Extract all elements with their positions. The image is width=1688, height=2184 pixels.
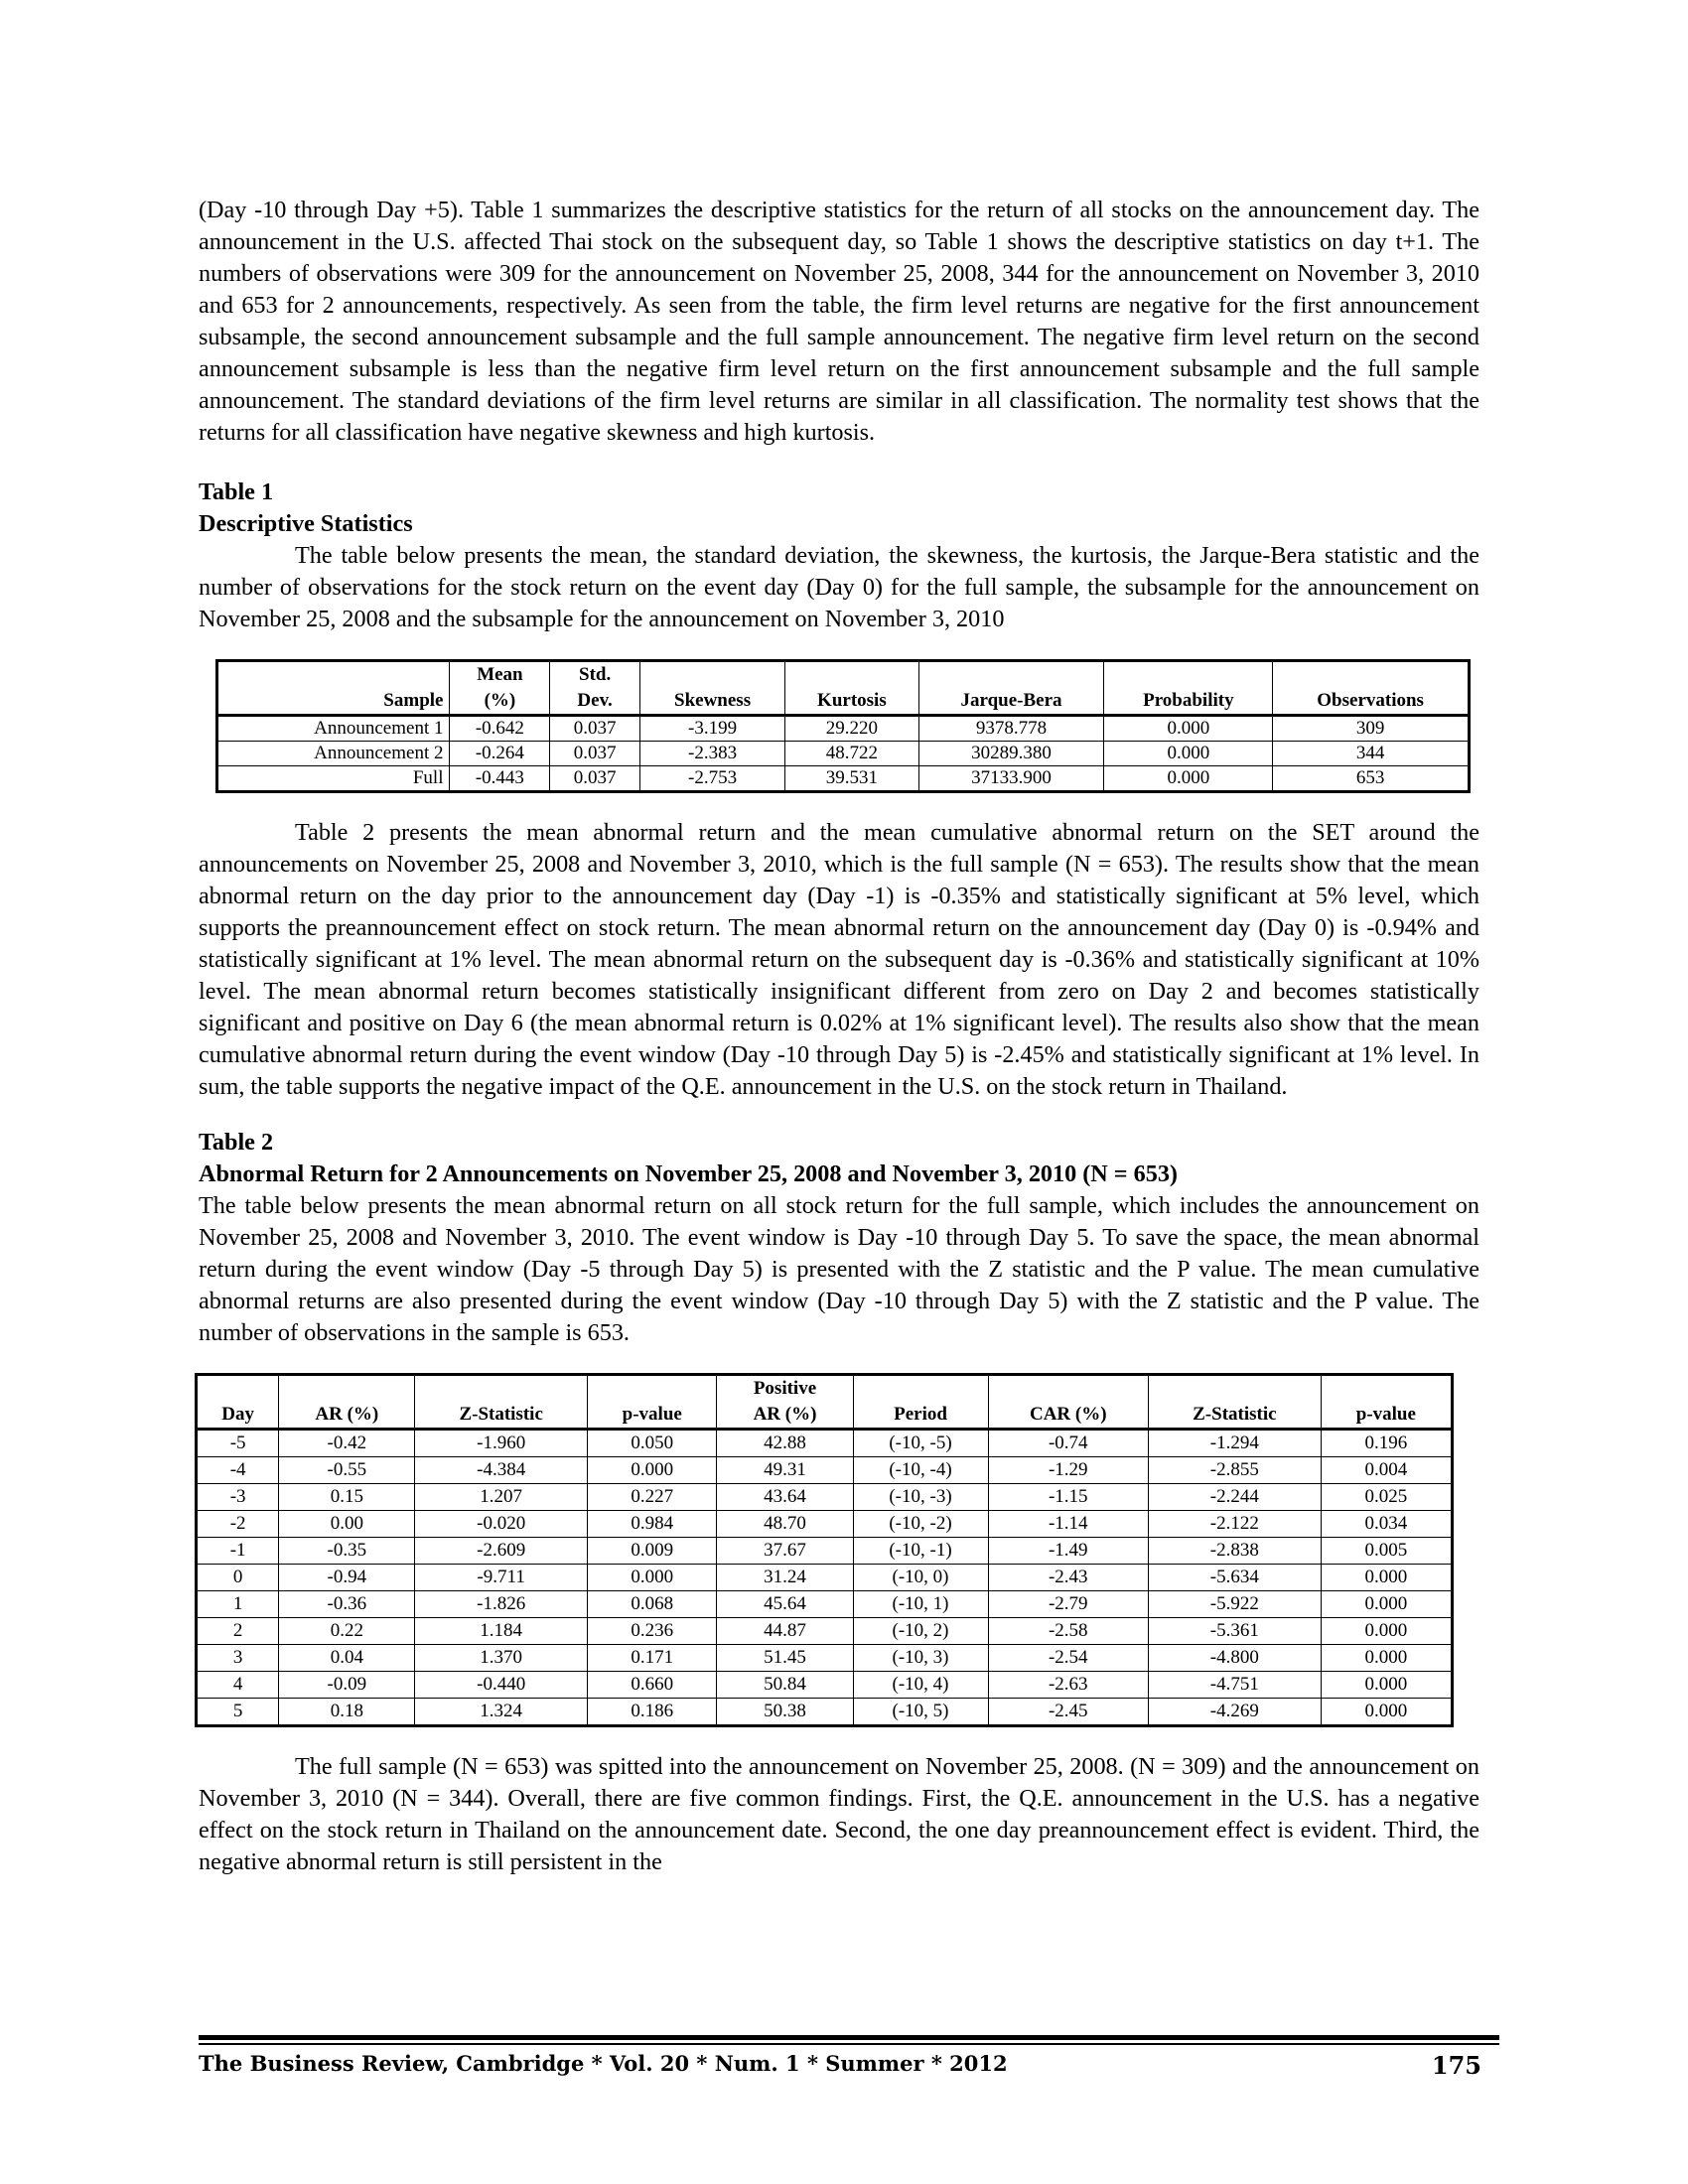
page-content: [199, 195, 1479, 1878]
table-cell: -0.09: [279, 1672, 415, 1699]
table-cell: (-10, 4): [853, 1672, 988, 1699]
table-cell: 0.196: [1321, 1430, 1452, 1457]
table-cell: 45.64: [717, 1591, 853, 1618]
table2-description: The table below presents the mean abnormal return on all stock return for the full sample, which includes the announcement on November 25, 2008 and November 3, 2010. The event window is Day -10 through Day 5. To save the space, the mean abnormal return during the event window (Day -5 through Day 5) is presented with the Z statistic and the P value. The mean cumulative abnormal returns are also presented during the event window (Day -10 through Day 5) with the Z statistic and the P value. The number of observations in the sample is 653.: [199, 1192, 1479, 1346]
table-cell: -0.42: [279, 1430, 415, 1457]
table2-header-cell: [988, 1375, 1148, 1430]
table-cell: -2.79: [988, 1591, 1148, 1618]
table-cell: -2.63: [988, 1672, 1148, 1699]
table-cell: -1.15: [988, 1484, 1148, 1511]
table-cell: (-10, 2): [853, 1618, 988, 1645]
table-row: [197, 1565, 1453, 1591]
table-cell: -5.634: [1149, 1565, 1322, 1591]
table-cell: -4.269: [1149, 1699, 1322, 1726]
table-cell: -5.922: [1149, 1591, 1322, 1618]
table-cell: -2.58: [988, 1618, 1148, 1645]
table1-header-cell: [918, 661, 1104, 716]
table-cell: -2.45: [988, 1699, 1148, 1726]
header-line-2: Z-Statistic: [1193, 1404, 1277, 1425]
table-cell: (-10, 0): [853, 1565, 988, 1591]
table-row: [197, 1618, 1453, 1645]
page-number: 175: [1431, 2051, 1481, 2080]
table-cell: (-10, -5): [853, 1430, 988, 1457]
table-cell: 1.370: [415, 1645, 588, 1672]
table1-header-row: [217, 661, 1470, 716]
header-line-1: [1110, 662, 1266, 688]
table-cell: 0.037: [550, 742, 640, 766]
table-row: [197, 1538, 1453, 1565]
table-cell: 344: [1273, 742, 1470, 766]
table1-header-cell: [1104, 661, 1273, 716]
table-cell: 49.31: [717, 1457, 853, 1484]
table-cell: -1: [197, 1538, 279, 1565]
table-cell: 0.000: [1104, 742, 1273, 766]
table-cell: -0.443: [450, 766, 550, 792]
table-cell: 4: [197, 1672, 279, 1699]
table-cell: 30289.380: [918, 742, 1104, 766]
table-cell: (-10, 3): [853, 1645, 988, 1672]
table-cell: -5.361: [1149, 1618, 1322, 1645]
table-cell: 0.000: [588, 1457, 717, 1484]
table-cell: -2.244: [1149, 1484, 1322, 1511]
header-line-2: Period: [894, 1404, 947, 1425]
table-cell: 0.984: [588, 1511, 717, 1538]
table-cell: 0.034: [1321, 1511, 1452, 1538]
table-cell: -0.35: [279, 1538, 415, 1565]
table1-header-cell: [639, 661, 784, 716]
header-line-1: [1279, 662, 1462, 688]
table-cell: 9378.778: [918, 716, 1104, 742]
table-cell: 1.184: [415, 1618, 588, 1645]
table1-description: The table below presents the mean, the standard deviation, the skewness, the kurtosis, the Jarque-Bera statistic and the number of observations for the stock return on the event day (Day 0) for the full sample, the subsample for the announcement on November 25, 2008 and the subsample for the announcement on November 3, 2010: [199, 542, 1479, 632]
table-cell: -2.43: [988, 1565, 1148, 1591]
table-cell: 0.009: [588, 1538, 717, 1565]
table-cell: -4.384: [415, 1457, 588, 1484]
table-cell: -0.36: [279, 1591, 415, 1618]
table-cell: 2: [197, 1618, 279, 1645]
table-cell: (-10, -1): [853, 1538, 988, 1565]
table-cell: -2.609: [415, 1538, 588, 1565]
table2-header-cell: [717, 1375, 853, 1430]
header-line-1: [995, 1376, 1142, 1402]
table-cell: -1.294: [1149, 1430, 1322, 1457]
table-cell: 0.227: [588, 1484, 717, 1511]
table2-header-cell: [853, 1375, 988, 1430]
table-cell: 0.236: [588, 1618, 717, 1645]
header-line-1: [421, 1376, 581, 1402]
table-cell: 0.000: [1321, 1699, 1452, 1726]
table-cell: 42.88: [717, 1430, 853, 1457]
table1-header-cell: [1273, 661, 1470, 716]
table-cell: 50.84: [717, 1672, 853, 1699]
table-cell: 0.037: [550, 766, 640, 792]
table-cell: -1.960: [415, 1430, 588, 1457]
table-row: [217, 716, 1470, 742]
table-row: [197, 1699, 1453, 1726]
table-cell: 0.000: [1321, 1645, 1452, 1672]
table-cell: -5: [197, 1430, 279, 1457]
header-line-1: [1155, 1376, 1315, 1402]
findings-paragraph: The full sample (N = 653) was spitted into the announcement on November 25, 2008. (N = 309) and the announcement on November 3, 2010 (N = 344). Overall, there are five common findings. First, the Q.E. announcement in the U.S. has a negative effect on the stock return in Thailand on the announcement date. Second, the one day preannouncement effect is evident. Third, the negative abnormal return is still persistent in the: [199, 1753, 1479, 1875]
table-cell: 653: [1273, 766, 1470, 792]
table-cell: 0.18: [279, 1699, 415, 1726]
header-line-1: [1328, 1376, 1445, 1402]
header-line-1: Positive: [753, 1378, 817, 1399]
table-cell: 1.324: [415, 1699, 588, 1726]
descriptive-statistics-table: [215, 659, 1471, 793]
table2-header-row: [197, 1375, 1453, 1430]
table1-title: Descriptive Statistics: [199, 510, 413, 537]
table-cell: 0.050: [588, 1430, 717, 1457]
header-line-2: Day: [221, 1404, 255, 1425]
header-line-1: Std.: [579, 664, 612, 685]
table-cell: Announcement 2: [217, 742, 450, 766]
table-cell: (-10, -3): [853, 1484, 988, 1511]
table-cell: 0.005: [1321, 1538, 1452, 1565]
table-cell: -0.440: [415, 1672, 588, 1699]
table-cell: -1.29: [988, 1457, 1148, 1484]
table-cell: 0.660: [588, 1672, 717, 1699]
abnormal-return-table: [195, 1373, 1454, 1727]
table-cell: (-10, 5): [853, 1699, 988, 1726]
table2-discussion-paragraph: Table 2 presents the mean abnormal return and the mean cumulative abnormal return on the SET around the announcements on November 25, 2008 and November 3, 2010, which is the full sample (N = 653). The results show that the mean abnormal return on the day prior to the announcement day (Day -1) is -0.35% and statistically significant at 5% level, which supports the preannouncement effect on stock return. The mean abnormal return on the announcement day (Day 0) is -0.94% and statistically significant at 1% level. The mean abnormal return on the subsequent day is -0.36% and statistically significant at 10% level. The mean abnormal return becomes statistically insignificant different from zero on Day 2 and becomes statistically significant and positive on Day 6 (the mean abnormal return is 0.02% at 1% significant level). The results also show that the mean cumulative abnormal return during the event window (Day -10 through Day 5) is -2.45% and statistically significant at 1% level. In sum, the table supports the negative impact of the Q.E. announcement in the U.S. on the stock return in Thailand.: [199, 819, 1479, 1100]
table-cell: 51.45: [717, 1645, 853, 1672]
header-line-2: Kurtosis: [817, 690, 887, 711]
header-line-1: [791, 662, 912, 688]
header-line-1: [204, 1376, 272, 1402]
table-cell: 0.000: [1321, 1618, 1452, 1645]
table-cell: 48.722: [785, 742, 918, 766]
table-cell: -2.855: [1149, 1457, 1322, 1484]
header-line-2: p-value: [622, 1404, 682, 1425]
table2-header-cell: [279, 1375, 415, 1430]
table-row: [197, 1511, 1453, 1538]
footer-rule-thick: [199, 2035, 1499, 2040]
table-cell: -2.122: [1149, 1511, 1322, 1538]
table-cell: -1.826: [415, 1591, 588, 1618]
table-cell: 50.38: [717, 1699, 853, 1726]
table-cell: -0.020: [415, 1511, 588, 1538]
table-cell: -0.642: [450, 716, 550, 742]
table-cell: -2.838: [1149, 1538, 1322, 1565]
table-cell: 0.171: [588, 1645, 717, 1672]
header-line-1: [224, 662, 443, 688]
table-cell: 5: [197, 1699, 279, 1726]
header-line-2: Dev.: [577, 690, 613, 711]
header-line-2: CAR (%): [1029, 1404, 1107, 1425]
page-footer: [199, 2051, 1481, 2080]
table-row: [197, 1484, 1453, 1511]
header-line-1: [860, 1376, 982, 1402]
table-cell: 48.70: [717, 1511, 853, 1538]
table-cell: -2.753: [639, 766, 784, 792]
table-cell: -0.264: [450, 742, 550, 766]
table1-header-cell: [217, 661, 450, 716]
table-cell: 309: [1273, 716, 1470, 742]
table-cell: Announcement 1: [217, 716, 450, 742]
header-line-2: AR (%): [315, 1404, 379, 1425]
header-line-2: Z-Statistic: [459, 1404, 543, 1425]
table-cell: 43.64: [717, 1484, 853, 1511]
table-cell: 0.068: [588, 1591, 717, 1618]
table-cell: 3: [197, 1645, 279, 1672]
table-row: [197, 1430, 1453, 1457]
table-cell: -9.711: [415, 1565, 588, 1591]
header-line-1: Mean: [477, 664, 523, 685]
table-cell: 0.025: [1321, 1484, 1452, 1511]
table-cell: -4.800: [1149, 1645, 1322, 1672]
table1-header-cell: [785, 661, 918, 716]
table2-header-cell: [415, 1375, 588, 1430]
header-line-1: [646, 662, 778, 688]
table-cell: 39.531: [785, 766, 918, 792]
table2-title: Abnormal Return for 2 Announcements on November 25, 2008 and November 3, 2010 (N = 653): [199, 1160, 1178, 1187]
table-cell: 0.037: [550, 716, 640, 742]
table-cell: -0.55: [279, 1457, 415, 1484]
table-cell: -1.49: [988, 1538, 1148, 1565]
table-cell: 0.186: [588, 1699, 717, 1726]
table-cell: 37.67: [717, 1538, 853, 1565]
header-line-2: Sample: [383, 690, 444, 711]
table-row: [197, 1591, 1453, 1618]
table-cell: 44.87: [717, 1618, 853, 1645]
table-cell: -0.74: [988, 1430, 1148, 1457]
table-cell: 0.000: [588, 1565, 717, 1591]
table-cell: -2.383: [639, 742, 784, 766]
table-cell: -4.751: [1149, 1672, 1322, 1699]
table-cell: -3.199: [639, 716, 784, 742]
table-cell: -2.54: [988, 1645, 1148, 1672]
table1-header-cell: [450, 661, 550, 716]
table-cell: 31.24: [717, 1565, 853, 1591]
table-cell: (-10, -4): [853, 1457, 988, 1484]
journal-citation: The Business Review, Cambridge * Vol. 20 * Num. 1 * Summer * 2012: [199, 2051, 1008, 2076]
table-cell: 0.000: [1104, 766, 1273, 792]
table-cell: 0.15: [279, 1484, 415, 1511]
table-cell: -3: [197, 1484, 279, 1511]
table-cell: 0: [197, 1565, 279, 1591]
table-cell: (-10, -2): [853, 1511, 988, 1538]
table-cell: 29.220: [785, 716, 918, 742]
table-cell: 0.000: [1321, 1672, 1452, 1699]
header-line-2: p-value: [1355, 1404, 1416, 1425]
header-line-2: Jarque-Bera: [960, 690, 1062, 711]
table-cell: -0.94: [279, 1565, 415, 1591]
table-row: [197, 1672, 1453, 1699]
header-line-1: [925, 662, 1098, 688]
table-cell: 37133.900: [918, 766, 1104, 792]
table-cell: Full: [217, 766, 450, 792]
table-row: [217, 766, 1470, 792]
table-cell: 0.000: [1321, 1591, 1452, 1618]
header-line-2: Observations: [1317, 690, 1424, 711]
table-cell: -2: [197, 1511, 279, 1538]
table-row: [217, 742, 1470, 766]
table-cell: 0.004: [1321, 1457, 1452, 1484]
table2-header-cell: [588, 1375, 717, 1430]
table1-header-cell: [550, 661, 640, 716]
header-line-2: Probability: [1143, 690, 1234, 711]
header-line-2: AR (%): [753, 1404, 817, 1425]
table2-header-cell: [197, 1375, 279, 1430]
header-line-2: (%): [484, 690, 516, 711]
table-row: [197, 1457, 1453, 1484]
table-cell: 0.22: [279, 1618, 415, 1645]
header-line-1: [594, 1376, 710, 1402]
intro-paragraph: (Day -10 through Day +5). Table 1 summarizes the descriptive statistics for the return of all stocks on the announcement day. The announcement in the U.S. affected Thai stock on the subsequent day, so Table 1 shows the descriptive statistics on day t+1. The numbers of observations were 309 for the announcement on November 25, 2008, 344 for the announcement on November 3, 2010 and 653 for 2 announcements, respectively. As seen from the table, the firm level returns are negative for the first announcement subsample, the second announcement subsample and the full sample announcement. The negative firm level return on the second announcement subsample is less than the negative firm level return on the first announcement subsample and the full sample announcement. The standard deviations of the firm level returns are similar in all classification. The normality test shows that the returns for all classification have negative skewness and high kurtosis.: [199, 197, 1479, 446]
table2-label: Table 2: [199, 1129, 274, 1156]
table-cell: 0.00: [279, 1511, 415, 1538]
table-cell: -1.14: [988, 1511, 1148, 1538]
table-cell: 0.000: [1104, 716, 1273, 742]
header-line-2: Skewness: [674, 690, 752, 711]
table-cell: 0.000: [1321, 1565, 1452, 1591]
table-cell: -4: [197, 1457, 279, 1484]
footer-rule-thin: [199, 2043, 1499, 2045]
table-cell: 0.04: [279, 1645, 415, 1672]
table-row: [197, 1645, 1453, 1672]
table2-header-cell: [1321, 1375, 1452, 1430]
table-cell: (-10, 1): [853, 1591, 988, 1618]
table-cell: 1: [197, 1591, 279, 1618]
header-line-1: [285, 1376, 408, 1402]
table-cell: 1.207: [415, 1484, 588, 1511]
table2-header-cell: [1149, 1375, 1322, 1430]
table1-label: Table 1: [199, 478, 274, 505]
